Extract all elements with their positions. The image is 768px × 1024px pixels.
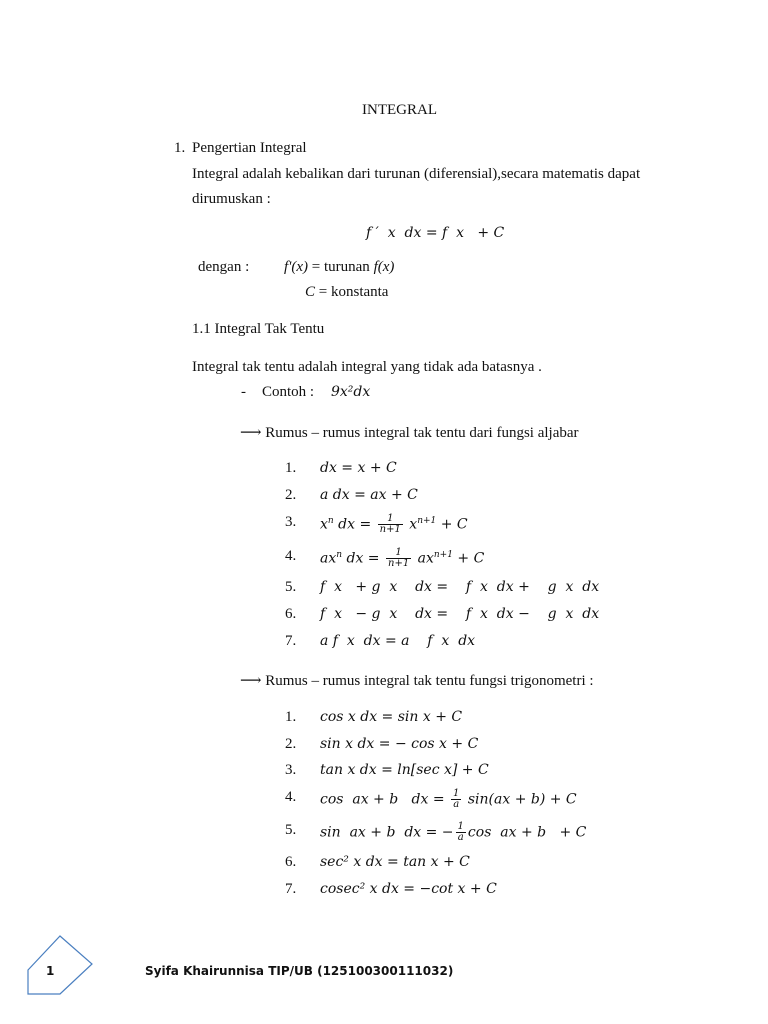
formula-fraction <box>386 548 411 569</box>
function-symbol: f(x) <box>373 259 395 275</box>
formula <box>320 789 577 810</box>
formula-part: dx = <box>333 516 376 533</box>
page-number: 1 <box>46 964 55 978</box>
formula: sec² x dx = tan x + C <box>320 854 470 870</box>
indefinite-integral-paragraph: Integral tak tentu adalah integral yang tidak ada batasnya . <box>192 359 542 375</box>
trig-formulas-heading: ⟶ Rumus – rumus integral tak tentu fungsi trigonometri : <box>240 673 594 689</box>
fraction-denominator: a <box>457 832 464 843</box>
formula-number: 2. <box>285 736 297 752</box>
formula <box>320 514 468 535</box>
formula-fraction <box>378 514 403 535</box>
dengan-label: dengan : <box>198 259 250 275</box>
formula-number: 3. <box>285 762 297 778</box>
formula-part: sin ax + b dx = − <box>320 824 454 841</box>
formula-part: cos ax + b dx = <box>320 791 450 808</box>
formula-number: 6. <box>285 854 297 870</box>
fraction-numerator: 1 <box>453 788 460 799</box>
subsection-heading: 1.1 Integral Tak Tentu <box>192 321 325 337</box>
formula-fraction <box>451 789 461 810</box>
formula: a dx = ax + C <box>320 487 418 503</box>
formula-fraction <box>456 822 466 843</box>
formula-part: ax <box>320 550 337 567</box>
formula: cos x dx = sin x + C <box>320 709 463 725</box>
main-integral-formula: f ′ x dx = f x + C <box>366 225 505 241</box>
formula-number: 2. <box>285 487 297 503</box>
definition-constant <box>305 284 388 301</box>
constant-symbol: C <box>305 284 316 300</box>
example-formula: 9x²dx <box>331 384 371 400</box>
section-number: 1. <box>174 140 186 156</box>
constant-meaning: = konstanta <box>315 284 389 300</box>
formula-number: 4. <box>285 789 297 805</box>
fraction-numerator: 1 <box>378 514 403 525</box>
formula-number: 6. <box>285 606 297 622</box>
formula-number: 4. <box>285 548 297 564</box>
fraction-denominator: n+1 <box>379 524 401 535</box>
footer-author: Syifa Khairunnisa TIP/UB (125100300111032) <box>145 964 454 978</box>
formula-part: ax <box>413 550 434 567</box>
fraction-denominator: n+1 <box>388 558 410 569</box>
definition-paragraph-line2: dirumuskan : <box>192 191 271 207</box>
formula-number: 7. <box>285 633 297 649</box>
derivative-symbol: f'(x) <box>284 259 309 275</box>
fraction-denominator: a <box>453 799 460 810</box>
formula: dx = x + C <box>320 460 397 476</box>
formula-part: x <box>320 516 328 533</box>
formula-part: + C <box>436 516 468 533</box>
formula-number: 1. <box>285 709 297 725</box>
formula: f x − g x dx = f x dx − g x dx <box>320 606 600 622</box>
formula: a f x dx = a f x dx <box>320 633 476 649</box>
fraction-numerator: 1 <box>457 821 464 832</box>
derivative-meaning: = turunan <box>308 259 374 275</box>
formula-part: dx = <box>342 550 384 567</box>
formula-exponent: n <box>327 515 334 526</box>
section-heading: Pengertian Integral <box>192 140 307 156</box>
formula-number: 5. <box>285 579 297 595</box>
page-title: INTEGRAL <box>362 102 437 118</box>
formula-number: 1. <box>285 460 297 476</box>
fraction-numerator: 1 <box>386 548 411 559</box>
formula-part: + C <box>452 550 485 567</box>
formula-number: 5. <box>285 822 297 838</box>
formula: tan x dx = ln[sec x] + C <box>320 762 489 778</box>
formula-part: cos ax + b + C <box>467 824 587 841</box>
definition-derivative <box>284 259 394 276</box>
formula-part: x <box>404 516 418 533</box>
example-label: Contoh : <box>262 384 315 400</box>
algebra-formulas-heading: ⟶ Rumus – rumus integral tak tentu dari fungsi aljabar <box>240 425 579 441</box>
formula-part: sin(ax + b) + C <box>463 791 577 808</box>
formula <box>320 548 484 569</box>
formula-exponent: n <box>336 549 343 560</box>
formula: sin x dx = − cos x + C <box>320 736 479 752</box>
formula <box>320 822 586 843</box>
page-number-arrow-icon <box>24 934 96 998</box>
formula-exponent: n+1 <box>417 515 437 526</box>
example-dash: - <box>241 384 246 400</box>
formula: cosec² x dx = −cot x + C <box>320 881 497 897</box>
formula-number: 7. <box>285 881 297 897</box>
formula: f x + g x dx = f x dx + g x dx <box>320 579 600 595</box>
definition-paragraph-line1: Integral adalah kebalikan dari turunan (diferensial),secara matematis dapat <box>192 166 641 182</box>
formula-exponent: n+1 <box>433 549 453 560</box>
formula-number: 3. <box>285 514 297 530</box>
